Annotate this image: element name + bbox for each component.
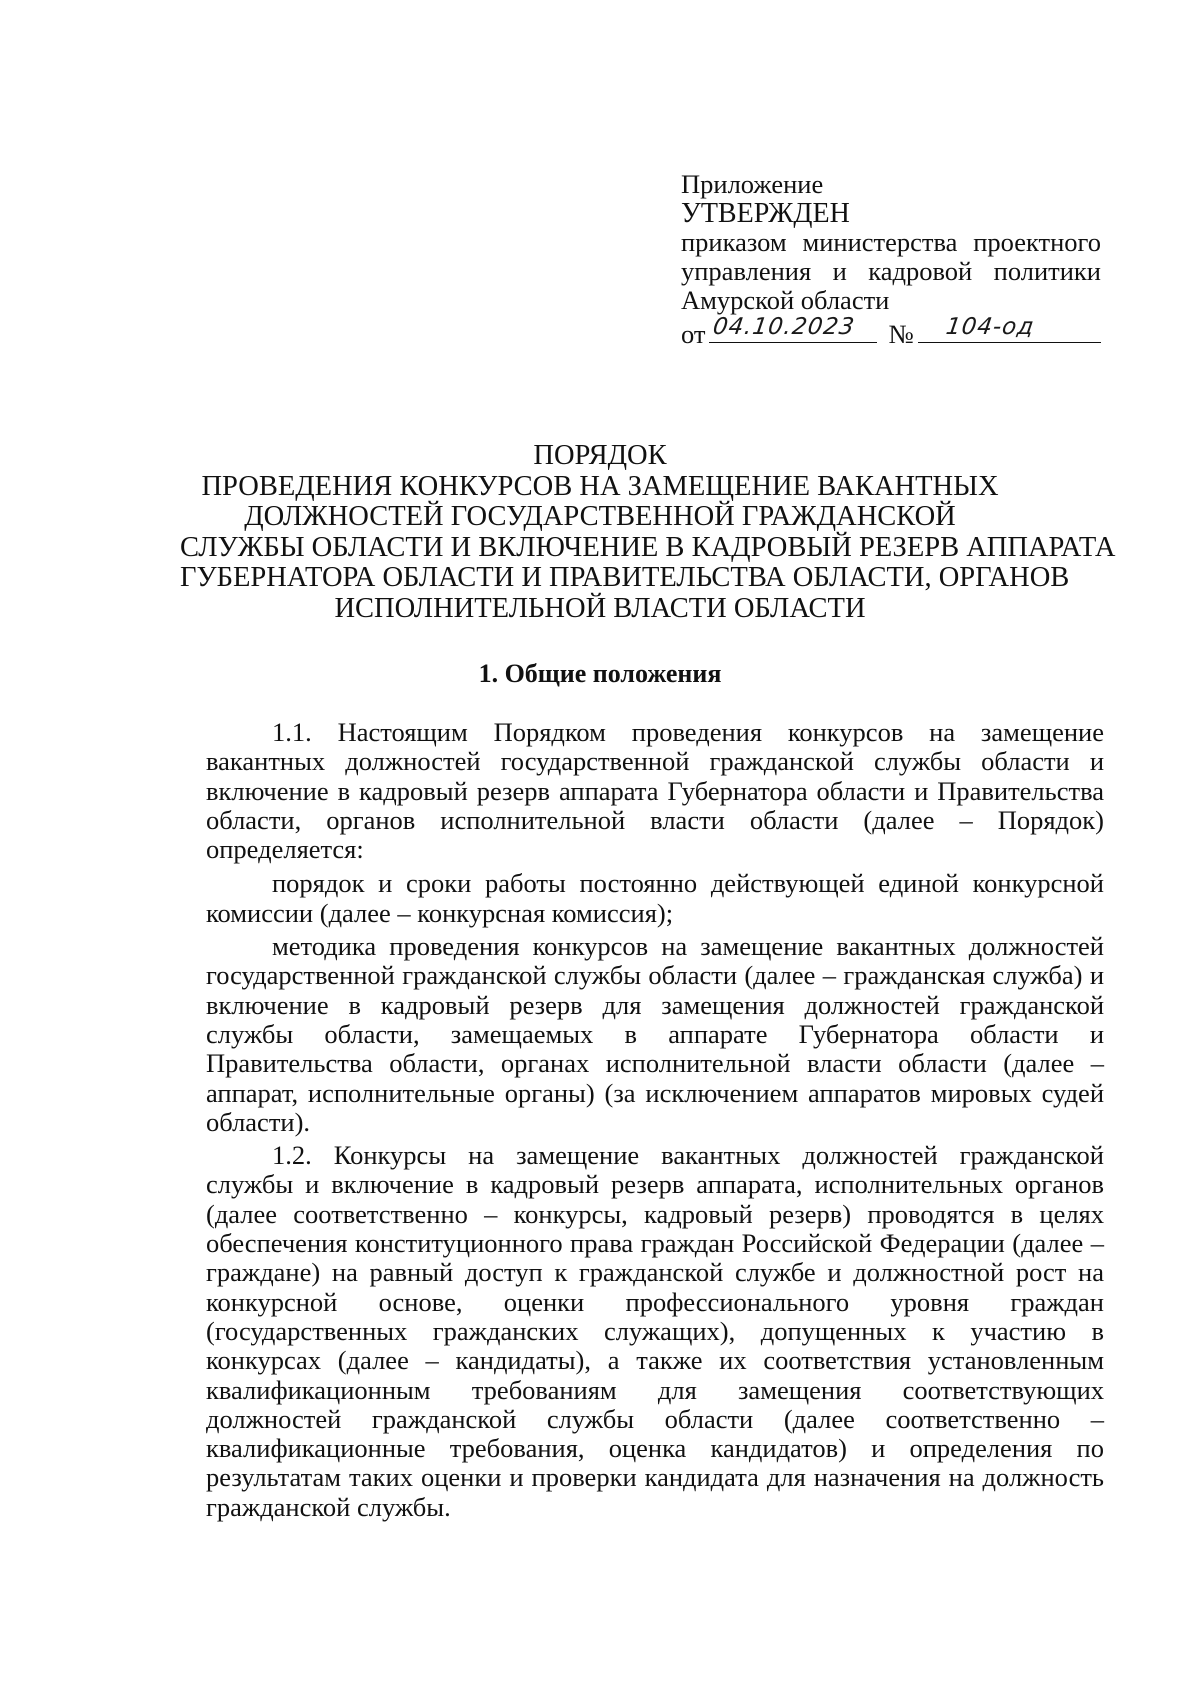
paragraph-1-2: 1.2. Конкурсы на замещение вакантных должностей гражданской службы и включение в кадровый резерв аппарата, исполнительных органов (далее соответственно – конкурсы, кадровый резерв) проводятся в целях обеспечения конституционного права граждан Российской Федерации (далее – граждане) на равный доступ к гражданской службе и должностной рост на конкурсной основе, оценки профессионального уровня граждан (государственных гражданских служащих), допущенных к участию в конкурсах (далее – кандидаты), а также их соответствия установленным квалификационным требованиям для замещения соответствующих должностей гражданской службы области (далее соответственно – квалификационные требования, оценка кандидатов) и определения по результатам таких оценки и проверки кандидата для назначения на должность гражданской службы. xyxy=(206,1140,1104,1522)
title-line: ДОЛЖНОСТЕЙ ГОСУДАРСТВЕННОЙ ГРАЖДАНСКОЙ xyxy=(244,501,956,532)
order-date-number xyxy=(681,316,1101,349)
title-line: ИСПОЛНИТЕЛЬНОЙ ВЛАСТИ ОБЛАСТИ xyxy=(334,592,866,624)
approved-label: УТВЕРЖДЕН xyxy=(681,198,850,229)
paragraph-1-1: 1.1. Настоящим Порядком проведения конкурсов на замещение вакантных должностей государственной гражданской службы области и включение в кадровый резерв аппарата Губернатора области и Правительства области, органов исполнительной власти области (далее – Порядок) определяется: xyxy=(206,717,1104,865)
number-field xyxy=(918,316,1101,343)
title-line: ПРОВЕДЕНИЯ КОНКУРСОВ НА ЗАМЕЩЕНИЕ ВАКАНТНЫХ xyxy=(201,470,999,502)
date-field xyxy=(709,316,876,343)
paragraph-methodology: методика проведения конкурсов на замещение вакантных должностей государственной гражданской службы области (далее – гражданская служба) и включение в кадровый резерв для замещения должностей гражданской службы области, замещаемых в аппарате Губернатора области и Правительства области, органах исполнительной власти области (далее – аппарат, исполнительные органы) (за исключением аппаратов мировых судей области). xyxy=(206,931,1104,1137)
appendix-label: Приложение xyxy=(681,169,824,199)
handwritten-number: 104-од xyxy=(944,314,1037,340)
title-line: СЛУЖБЫ ОБЛАСТИ И ВКЛЮЧЕНИЕ В КАДРОВЫЙ РЕЗЕРВ АППАРАТА xyxy=(180,531,1116,563)
from-label: от xyxy=(681,319,706,349)
approval-line-1: приказом министерства проектного xyxy=(681,227,1101,257)
approval-line-3: Амурской области xyxy=(681,285,890,315)
handwritten-date: 04.10.2023 xyxy=(711,314,858,340)
approval-line-2: управления и кадровой политики xyxy=(681,256,1101,286)
title-line: ГУБЕРНАТОРА ОБЛАСТИ И ПРАВИТЕЛЬСТВА ОБЛАСТИ, ОРГАНОВ xyxy=(180,562,1070,593)
section-heading: 1. Общие положения xyxy=(478,659,722,688)
paragraph-procedure: порядок и сроки работы постоянно действующей единой конкурсной комиссии (далее – конкурсная комиссия); xyxy=(206,868,1104,928)
document-body xyxy=(206,718,1104,1522)
title-line: ПОРЯДОК xyxy=(533,440,667,471)
number-label: № xyxy=(888,319,914,349)
document-title xyxy=(180,440,1116,624)
approval-block xyxy=(681,170,1101,349)
